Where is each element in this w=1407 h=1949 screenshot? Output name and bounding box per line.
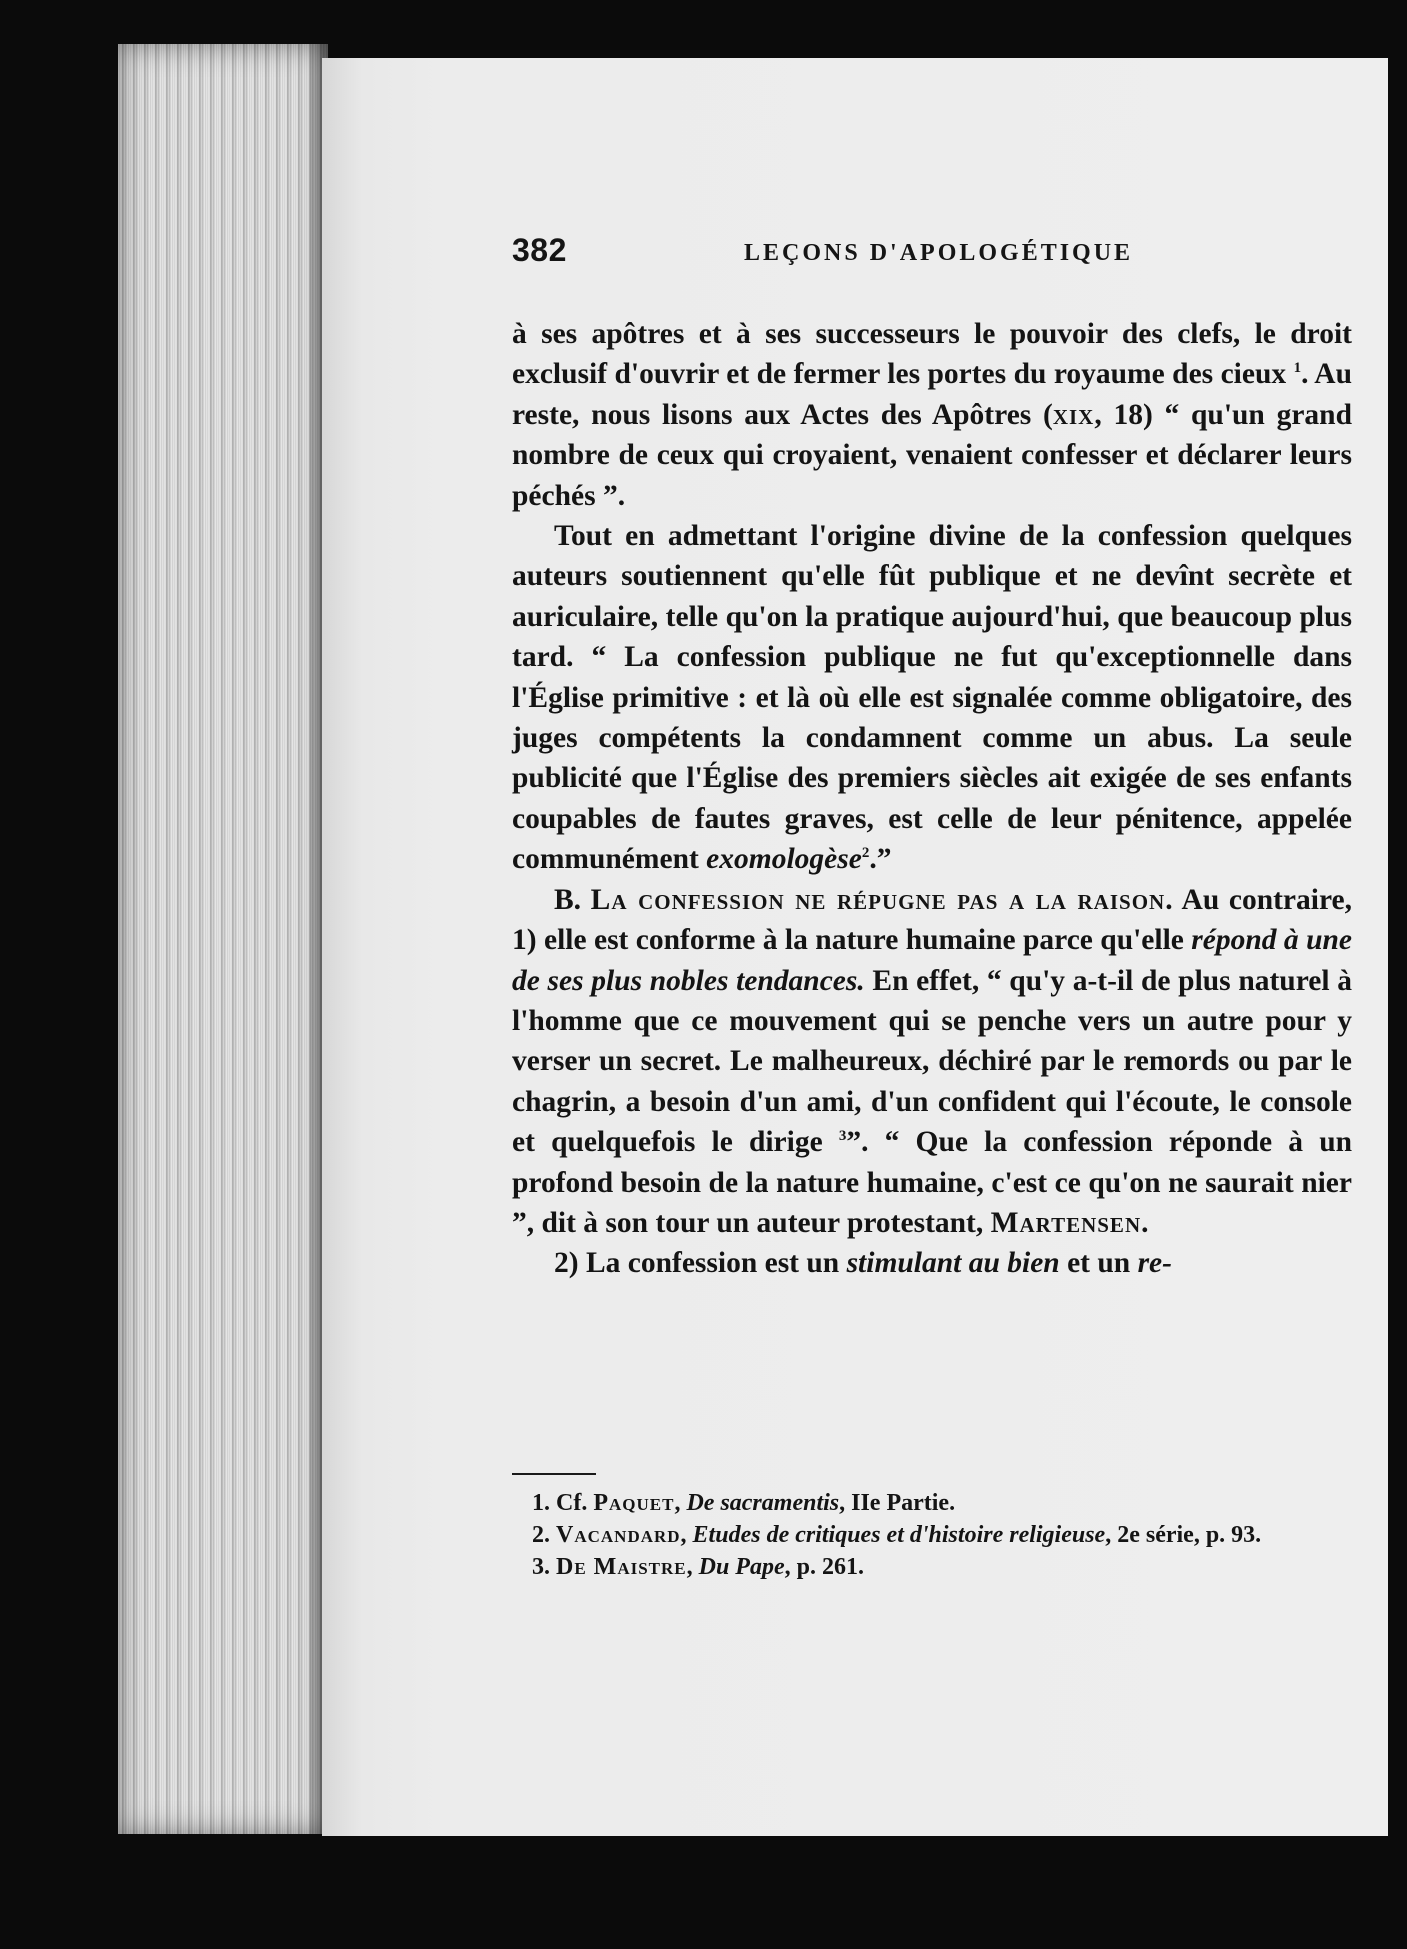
page-number: 382 (512, 232, 567, 268)
author-name: Martensen (990, 1206, 1142, 1239)
book-page-edges (118, 44, 328, 1834)
paragraph-3: B. La confession ne répugne pas a la raison. Au contraire, 1) elle est conforme à la nature humaine parce qu'elle répond à une de ses plus nobles tendances. En effet, “ qu'y a-t-il de plus naturel à l'homme que ce mouvement qui se penche vers un autre pour y verser un secret. Le malheureux, déchiré par le remords ou par le chagrin, a besoin d'un ami, d'un confident qui l'écoute, le console et quelquefois le dirige $^3$”. “ Que la confession réponde à un profond besoin de la nature humaine, c'est ce qu'on ne saurait nier ”, dit à son tour un auteur protestant, Martensen. (512, 883, 1353, 1239)
paragraph-1: à ses apôtres et à ses successeurs le pouvoir des clefs, le droit exclusif d'ouvrir et de fermer les portes du royaume des cieux $^1$. Au reste, nous lisons aux Actes des Apôtres (xix, 18) “ qu'un grand nombre de ceux qui croyaient, venaient confesser et déclarer leurs péchés ”. (512, 318, 1352, 512)
footnote-rule (512, 1473, 596, 1475)
footnote-ref-1: 1 (1293, 360, 1302, 377)
paragraph-4: 2) La confession est un stimulant au bien et un re- (554, 1247, 1172, 1280)
section-label: B. (554, 883, 582, 916)
section-heading: La confession ne répugne pas a la raison. (590, 883, 1174, 916)
footnote-1: 1. Cf. Paquet, De sacramentis, IIe Partie. (532, 1490, 956, 1516)
body-text (512, 314, 1352, 1284)
running-title: LEÇONS D'APOLOGÉTIQUE (744, 240, 1134, 266)
paragraph-2: Tout en admettant l'origine divine de la confession quelques auteurs soutiennent qu'elle fût publique et ne devînt secrète et auriculaire, telle qu'on la pratique aujourd'hui, que beaucoup plus tard. “ La confession publique ne fut qu'exceptionnelle dans l'Église primitive : et là où elle est signalée comme obligatoire, des juges compétents la condamnent comme un abus. La seule publicité que l'Église des premiers siècles ait exigée de ses enfants coupables de fautes graves, est celle de leur pénitence, appelée communément exomologèse$^2$.” (512, 520, 1352, 876)
footnote-3: 3. De Maistre, Du Pape, p. 261. (532, 1554, 864, 1580)
running-head (512, 232, 1352, 272)
footnote-ref-3: 3 (838, 1128, 847, 1145)
footnotes (512, 1487, 1352, 1583)
footnote-ref-2: 2 (861, 845, 870, 862)
footnote-2: 2. Vacandard, Etudes de critiques et d'histoire religieuse, 2e série, p. 93. (532, 1522, 1262, 1548)
